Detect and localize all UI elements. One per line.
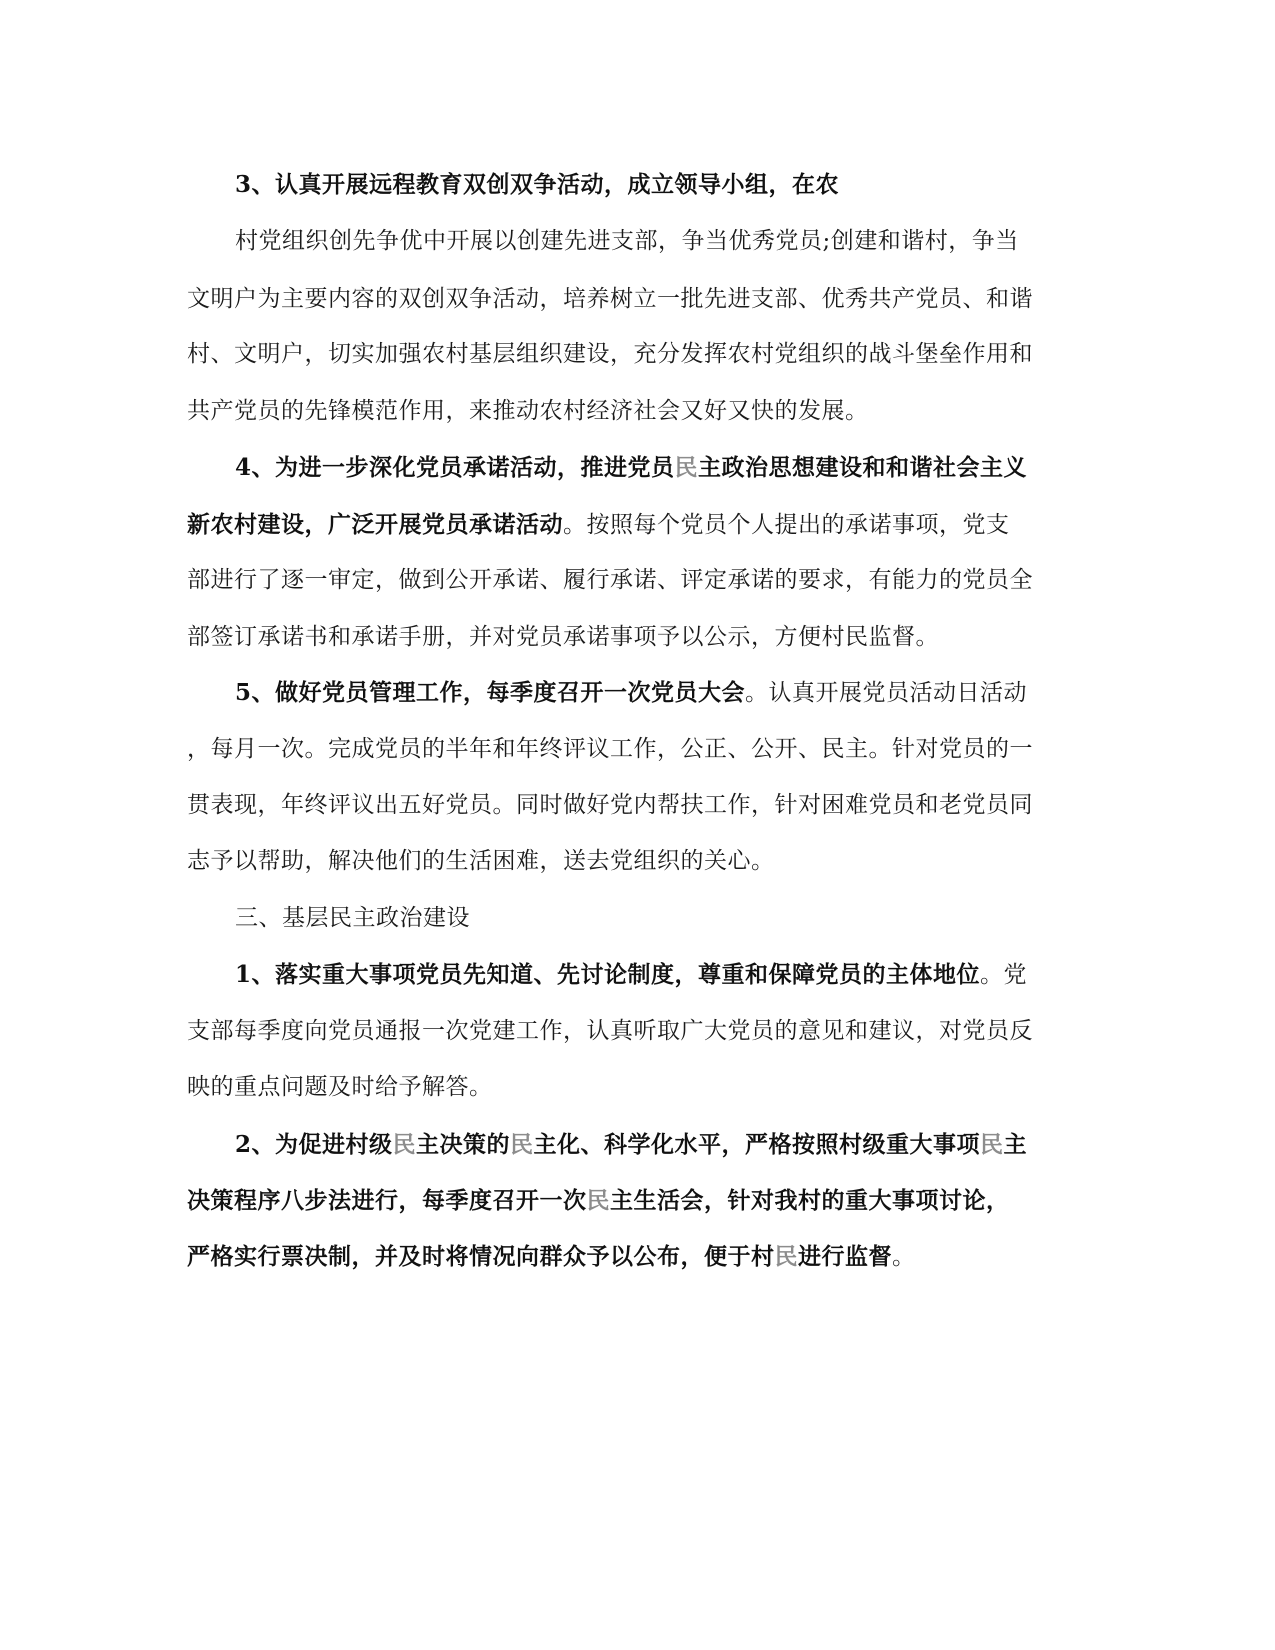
item2-l3-a: 严格实行票决制，并及时将情况向群众予以公布，便于村 bbox=[187, 1243, 775, 1270]
item4-bold-a: 4、为进一步深化党员承诺活动，推进党员 bbox=[235, 454, 675, 481]
item2-line2 bbox=[187, 1186, 1087, 1216]
item2-l1-a: 2、为促进村级 bbox=[235, 1131, 393, 1158]
item2-l2-a: 决策程序八步法进行，每季度召开一次 bbox=[187, 1187, 587, 1214]
item5-rest: 。认真开展党员活动日活动 bbox=[745, 680, 1028, 706]
section3-title: 三、基层民主政治建设 bbox=[235, 905, 470, 931]
item4-heading-line2 bbox=[187, 510, 1087, 540]
item1-bold: 1、落实重大事项党员先知道、先讨论制度，尊重和保障党员的主体地位 bbox=[235, 961, 981, 988]
item4-line: 部签订承诺书和承诺手册，并对党员承诺事项予以公示，方便村民监督。 bbox=[187, 624, 939, 650]
item2-l1-c: 主化、科学化水平，严格按照村级重大事项 bbox=[533, 1131, 981, 1158]
item2-line1 bbox=[235, 1130, 1135, 1160]
item2-l1-d: 主 bbox=[1003, 1131, 1028, 1158]
item3-heading: 3、认真开展远程教育双创双争活动，成立领导小组，在农 bbox=[235, 171, 840, 198]
item4-min-char: 民 bbox=[674, 454, 699, 481]
item2-min-char: 民 bbox=[774, 1243, 798, 1270]
item5-line: ，每月一次。完成党员的半年和年终评议工作，公正、公开、民主。针对党员的一 bbox=[187, 736, 1033, 762]
item1-line: 支部每季度向党员通报一次党建工作，认真听取广大党员的意见和建议，对党员反 bbox=[187, 1018, 1033, 1044]
item3-line: 文明户为主要内容的双创双争活动，培养树立一批先进支部、优秀共产党员、和谐 bbox=[187, 286, 1033, 312]
item2-min-char: 民 bbox=[586, 1187, 610, 1214]
item5-heading bbox=[235, 678, 1135, 708]
item3-line: 村党组织创先争优中开展以创建先进支部，争当优秀党员;创建和谐村，争当 bbox=[235, 228, 1019, 254]
item2-min-char: 民 bbox=[392, 1131, 417, 1158]
item3-line: 共产党员的先锋模范作用，来推动农村经济社会又好又快的发展。 bbox=[187, 398, 869, 424]
item4-bold-b: 主政治思想建设和和谐社会主义 bbox=[698, 454, 1028, 481]
item2-l3-b: 进行监督 bbox=[798, 1243, 892, 1270]
item5-line: 贯表现，年终评议出五好党员。同时做好党内帮扶工作，针对困难党员和老党员同 bbox=[187, 792, 1033, 818]
item3-line: 村、文明户，切实加强农村基层组织建设，充分发挥农村党组织的战斗堡垒作用和 bbox=[187, 341, 1033, 367]
item4-bold-line2: 新农村建设，广泛开展党员承诺活动 bbox=[187, 511, 563, 538]
item1-rest: 。党 bbox=[980, 962, 1028, 988]
item2-line3 bbox=[187, 1242, 1087, 1272]
item2-l2-b: 主生活会，针对我村的重大事项讨论， bbox=[610, 1187, 1010, 1214]
item4-line: 部进行了逐一审定，做到公开承诺、履行承诺、评定承诺的要求，有能力的党员全 bbox=[187, 567, 1033, 593]
item2-min-char: 民 bbox=[510, 1131, 534, 1158]
item1-line: 映的重点问题及时给予解答。 bbox=[187, 1074, 493, 1100]
item4-heading-line1 bbox=[235, 453, 1135, 483]
item5-line: 志予以帮助，解决他们的生活困难，送去党组织的关心。 bbox=[187, 848, 775, 874]
item1-heading bbox=[235, 960, 1135, 990]
item2-l3-end: 。 bbox=[892, 1244, 916, 1270]
item4-rest-line2: 。按照每个党员个人提出的承诺事项，党支 bbox=[563, 512, 1010, 538]
item2-min-char: 民 bbox=[980, 1131, 1004, 1158]
item2-l1-b: 主决策的 bbox=[416, 1131, 511, 1158]
item5-bold: 5、做好党员管理工作，每季度召开一次党员大会 bbox=[235, 679, 746, 706]
